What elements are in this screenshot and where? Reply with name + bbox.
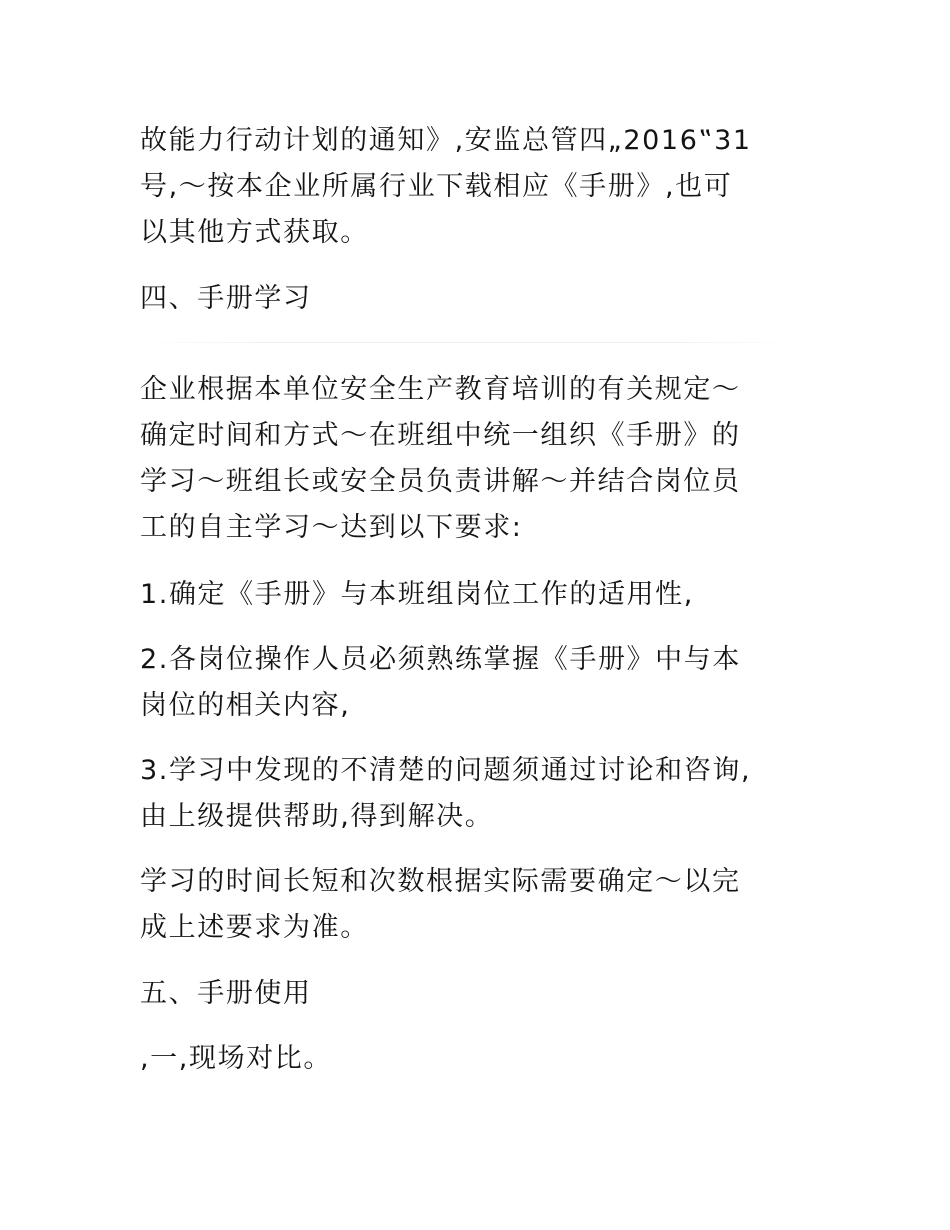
- list-item-1: [140, 572, 820, 618]
- subsection-heading-site-comparison: [140, 1036, 820, 1082]
- paragraph-study-requirements: [140, 367, 820, 551]
- text-line: 学习的时间长短和次数根据实际需要确定～以完: [140, 866, 741, 897]
- divider: [140, 342, 800, 343]
- text-line: 3.学习中发现的不清楚的问题须通过讨论和咨询,: [140, 755, 752, 786]
- heading-text: 四、手册学习: [140, 283, 312, 314]
- heading-text: 五、手册使用: [140, 978, 312, 1009]
- section-heading-handbook-use: [140, 971, 820, 1017]
- text-line: 由上级提供帮助,得到解决。: [140, 801, 494, 832]
- text-line: 2.各岗位操作人员必须熟练掌握《手册》中与本: [140, 644, 741, 675]
- list-item-2: [140, 637, 820, 729]
- text-line: 工的自主学习～达到以下要求:: [140, 512, 523, 543]
- text-line: 1.确定《手册》与本班组岗位工作的适用性,: [140, 579, 694, 610]
- section-heading-handbook-study: [140, 276, 820, 322]
- text-line: 岗位的相关内容,: [140, 690, 351, 721]
- paragraph-study-duration: [140, 859, 820, 951]
- text-line: 确定时间和方式～在班组中统一组织《手册》的: [140, 420, 741, 451]
- text-line: 以其他方式获取。: [140, 217, 369, 248]
- paragraph-notice-continuation: [140, 118, 820, 256]
- text-line: 故能力行动计划的通知》,安监总管四„2016‟31: [140, 125, 752, 156]
- text-line: 学习～班组长或安全员负责讲解～并结合岗位员: [140, 466, 741, 497]
- text-line: 企业根据本单位安全生产教育培训的有关规定～: [140, 374, 741, 405]
- text-line: 号,～按本企业所属行业下载相应《手册》,也可: [140, 171, 733, 202]
- text-line: 成上述要求为准。: [140, 912, 369, 943]
- list-item-3: [140, 748, 820, 840]
- heading-text: ,一,现场对比。: [140, 1043, 332, 1074]
